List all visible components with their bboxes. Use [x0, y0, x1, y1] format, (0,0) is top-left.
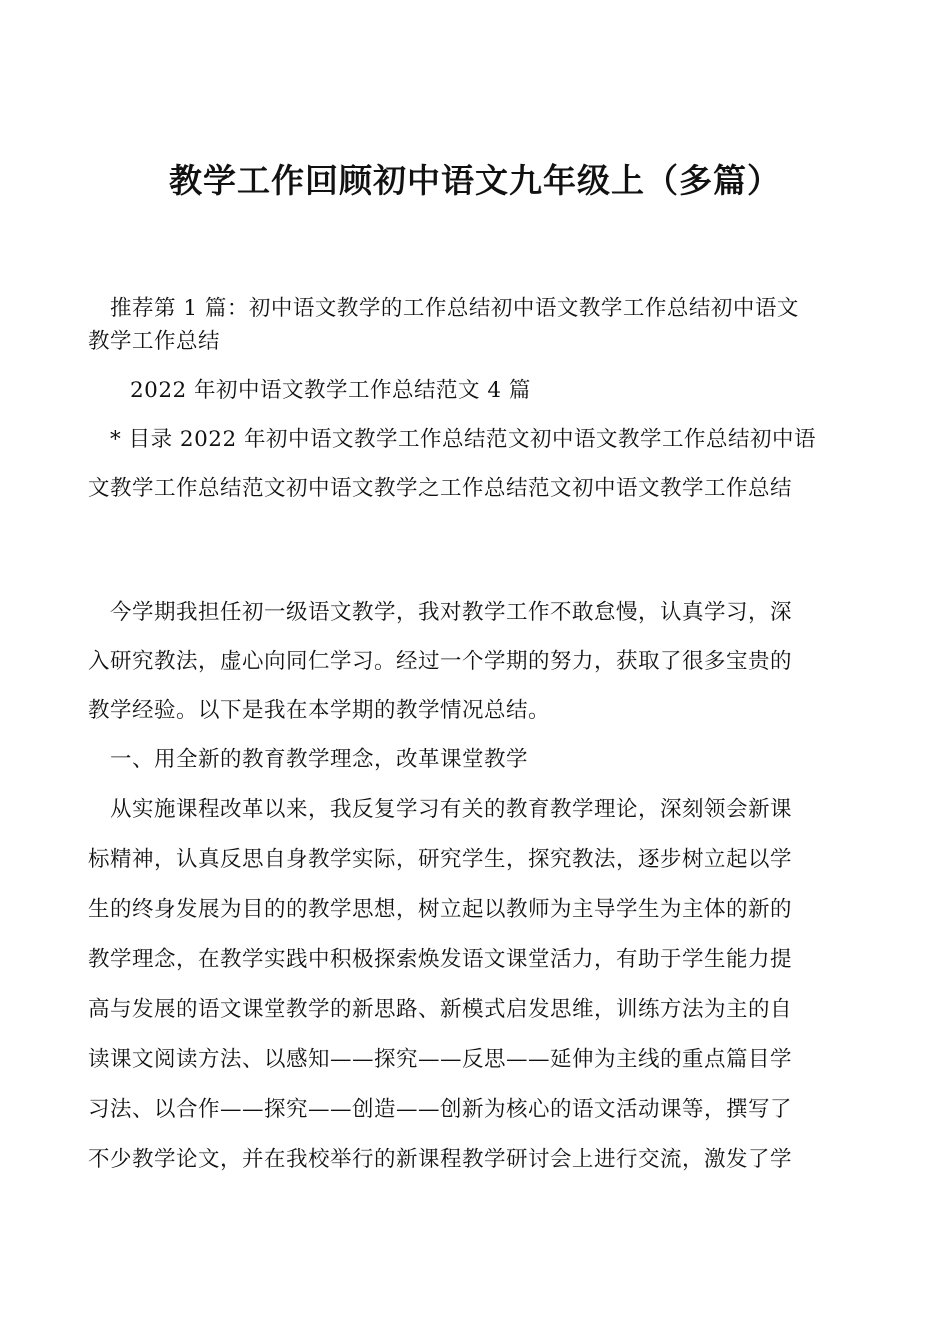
body-line: 习法、以合作——探究——创造——创新为核心的语文活动课等，撰写了	[88, 1097, 793, 1122]
subtitle-line: 2022 年初中语文教学工作总结范文 4 篇	[130, 378, 531, 403]
body-line: 读课文阅读方法、以感知——探究——反思——延伸为主线的重点篇目学	[88, 1047, 793, 1072]
body-line: 标精神，认真反思自身教学实际，研究学生，探究教法，逐步树立起以学	[88, 847, 793, 872]
body-line: 高与发展的语文课堂教学的新思路、新模式启发思维，训练方法为主的自	[88, 997, 793, 1022]
intro-line-3: 教学经验。以下是我在本学期的教学情况总结。	[88, 698, 551, 723]
body-line: 从实施课程改革以来，我反复学习有关的教育教学理论，深刻领会新课	[110, 797, 793, 822]
body-line: 生的终身发展为目的的教学思想，树立起以教师为主导学生为主体的新的	[88, 897, 793, 922]
document-title: 教学工作回顾初中语文九年级上（多篇）	[169, 161, 781, 200]
intro-line-2: 入研究教法，虚心向同仁学习。经过一个学期的努力，获取了很多宝贵的	[88, 649, 793, 674]
body-paragraph	[88, 785, 863, 1185]
intro-line-1: 今学期我担任初一级语文教学，我对教学工作不敢怠慢，认真学习，深	[110, 600, 793, 625]
body-line: 教学理念，在教学实践中积极探索焕发语文课堂活力，有助于学生能力提	[88, 947, 793, 972]
recommend-line-1: 推荐第 1 篇：初中语文教学的工作总结初中语文教学工作总结初中语文	[110, 296, 799, 321]
toc-line-2: 文教学工作总结范文初中语文教学之工作总结范文初中语文教学工作总结	[88, 476, 793, 501]
recommend-line-2: 教学工作总结	[88, 329, 221, 354]
section1-heading: 一、用全新的教育教学理念，改革课堂教学	[110, 747, 529, 772]
header-block	[88, 292, 863, 505]
body-line: 不少教学论文，并在我校举行的新课程教学研讨会上进行交流，激发了学	[88, 1147, 793, 1172]
section-heading-block	[88, 735, 863, 784]
intro-paragraph	[88, 588, 863, 735]
toc-line-1: * 目录 2022 年初中语文教学工作总结范文初中语文教学工作总结初中语	[110, 427, 816, 452]
